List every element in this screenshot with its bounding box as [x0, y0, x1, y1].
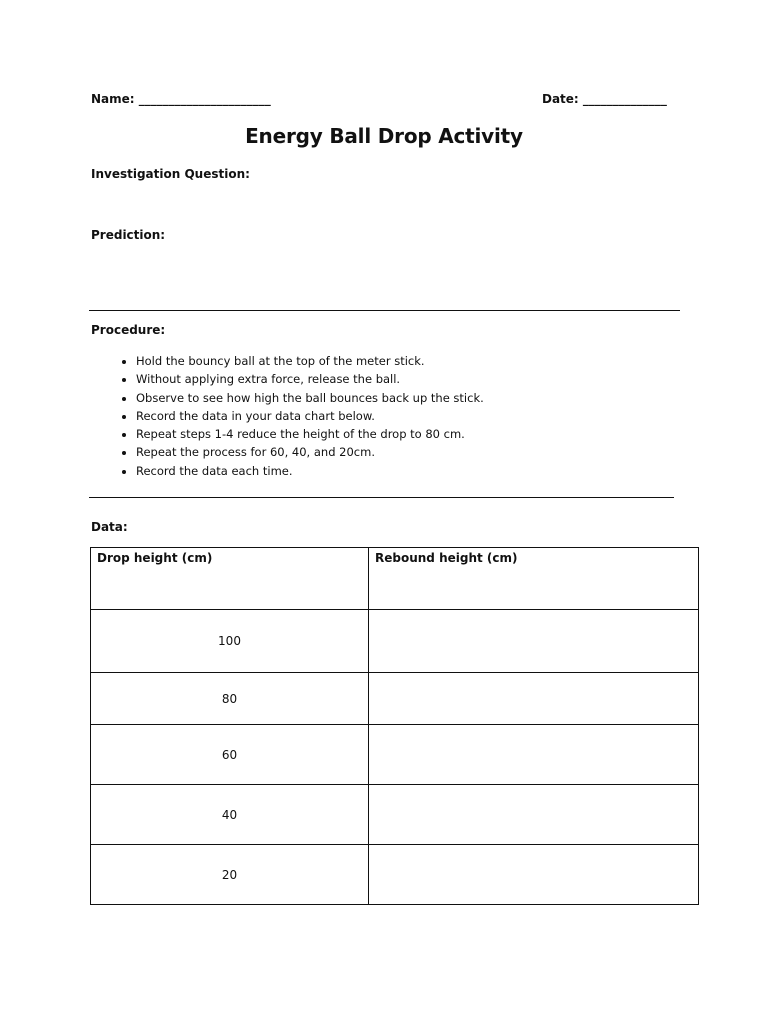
separator-line: [89, 497, 674, 498]
table-row: [91, 725, 699, 785]
horizontal-rule: [89, 310, 680, 311]
procedure-step: • Without applying extra force, release the ball.: [136, 370, 484, 388]
rebound-height-cell: [369, 845, 699, 905]
procedure-step: • Record the data in your data chart below.: [136, 407, 484, 425]
table-row: [91, 845, 699, 905]
page-title: Energy Ball Drop Activity: [245, 124, 523, 148]
procedure-list: [112, 352, 484, 480]
investigation-question-label: Investigation Question:: [91, 167, 250, 181]
drop-height-cell: 60: [91, 725, 369, 785]
table-row: [91, 673, 699, 725]
rebound-height-cell: [369, 610, 699, 673]
data-table: [90, 547, 699, 905]
rebound-height-cell: [369, 725, 699, 785]
rebound-height-header: Rebound height (cm): [369, 548, 699, 610]
drop-height-cell: 40: [91, 785, 369, 845]
prediction-label: Prediction:: [91, 228, 166, 242]
table-header-row: [91, 548, 699, 610]
drop-height-cell: 80: [91, 673, 369, 725]
procedure-step: • Repeat steps 1-4 reduce the height of the drop to 80 cm.: [136, 425, 484, 443]
table-row: [91, 610, 699, 673]
drop-height-cell: 20: [91, 845, 369, 905]
procedure-step: • Repeat the process for 60, 40, and 20cm.: [136, 443, 484, 461]
procedure-step: • Hold the bouncy ball at the top of the meter stick.: [136, 352, 484, 370]
drop-height-header: Drop height (cm): [91, 548, 369, 610]
drop-height-cell: 100: [91, 610, 369, 673]
date-field-line: Date: ______________: [542, 92, 667, 106]
data-label: Data:: [91, 520, 128, 534]
table-row: [91, 785, 699, 845]
name-field-line: Name: ______________________: [91, 92, 271, 106]
procedure-step: • Record the data each time.: [136, 462, 484, 480]
procedure-label: Procedure:: [91, 323, 166, 337]
rebound-height-cell: [369, 673, 699, 725]
procedure-step: • Observe to see how high the ball bounces back up the stick.: [136, 389, 484, 407]
rebound-height-cell: [369, 785, 699, 845]
